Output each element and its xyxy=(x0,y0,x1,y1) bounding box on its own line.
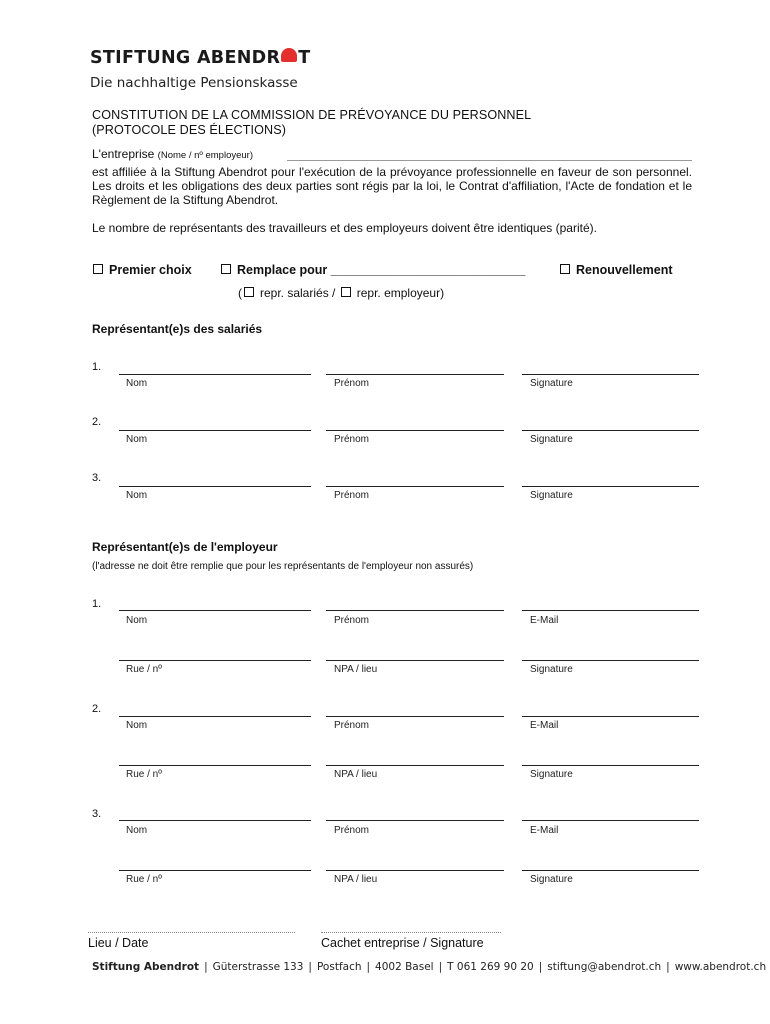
field-label: Rue / nº xyxy=(126,769,162,780)
field-label: Prénom xyxy=(334,490,370,501)
lieu-date-label: Lieu / Date xyxy=(88,936,149,950)
checkbox-icon[interactable] xyxy=(341,287,351,297)
field-label: Signature xyxy=(530,378,573,389)
field-label: Nom xyxy=(126,720,148,731)
field-label: Signature xyxy=(530,874,573,885)
field-label: Rue / nº xyxy=(126,874,162,885)
field-label: E-Mail xyxy=(530,720,559,731)
repr-salaries-label: repr. salariés / xyxy=(260,286,336,300)
field-label: Nom xyxy=(126,825,148,836)
document-title-line2: (PROTOCOLE DES ÉLECTIONS) xyxy=(92,123,287,137)
field-label: Nom xyxy=(126,490,148,501)
signature-line[interactable] xyxy=(522,765,699,766)
intro-paragraph: est affiliée à la Stiftung Abendrot pour l'exécution de la prévoyance professionnelle en faveur de son personnel. Les droits et les obligations des deux parties sont régis par la loi, le Contrat d'affiliation, l'Acte de fondation et le Règlement de la Stiftung Abendrot. xyxy=(92,165,692,207)
footer-email[interactable]: stiftung@abendrot.ch xyxy=(547,961,662,973)
row-number: 1. xyxy=(92,361,102,373)
cachet-label: Cachet entreprise / Signature xyxy=(321,936,484,950)
option-premier-choix[interactable]: Premier choix xyxy=(93,263,192,277)
option-remplace[interactable]: Remplace pour ____________________________ xyxy=(221,263,525,277)
nom-line[interactable] xyxy=(119,430,311,431)
logo-name-part1: STIFTUNG ABENDR xyxy=(90,48,281,68)
email-line[interactable] xyxy=(522,716,699,717)
nom-line[interactable] xyxy=(119,486,311,487)
npa-line[interactable] xyxy=(326,870,504,871)
nom-line[interactable] xyxy=(119,610,311,611)
row-number: 3. xyxy=(92,472,102,484)
prenom-line[interactable] xyxy=(326,610,504,611)
nom-line[interactable] xyxy=(119,374,311,375)
field-label: Nom xyxy=(126,378,148,389)
cachet-line[interactable] xyxy=(321,932,501,933)
checkbox-icon[interactable] xyxy=(221,264,231,274)
document-title-line1: CONSTITUTION DE LA COMMISSION DE PRÉVOYANCE DU PERSONNEL xyxy=(92,108,532,122)
rue-line[interactable] xyxy=(119,870,311,871)
employeur-note: (l'adresse ne doit être remplie que pour les représentants de l'employeur non assurés) xyxy=(92,561,474,572)
logo-red-dot-icon xyxy=(281,48,297,64)
salaries-heading: Représentant(e)s des salariés xyxy=(92,322,263,336)
entreprise-field[interactable] xyxy=(287,146,692,161)
npa-line[interactable] xyxy=(326,765,504,766)
signature-line[interactable] xyxy=(522,660,699,661)
footer-org: Stiftung Abendrot xyxy=(92,961,200,973)
row-number: 2. xyxy=(92,703,102,715)
logo-name-part2: T xyxy=(298,48,311,68)
employeur-heading: Représentant(e)s de l'employeur xyxy=(92,540,278,554)
prenom-line[interactable] xyxy=(326,716,504,717)
row-number: 2. xyxy=(92,416,102,428)
entreprise-label: L'entreprise xyxy=(92,147,155,161)
footer: Stiftung Abendrot | Güterstrasse 133 | Postfach | 4002 Basel | T 061 269 90 20 | stiftung@abendrot.ch | www.abendrot.ch xyxy=(92,961,767,973)
signature-line[interactable] xyxy=(522,430,699,431)
field-label: Nom xyxy=(126,434,148,445)
prenom-line[interactable] xyxy=(326,486,504,487)
checkbox-icon[interactable] xyxy=(93,264,103,274)
field-label: Prénom xyxy=(334,434,370,445)
footer-web[interactable]: www.abendrot.ch xyxy=(674,961,767,973)
npa-line[interactable] xyxy=(326,660,504,661)
repr-options: ( repr. salariés / repr. employeur) xyxy=(238,286,445,300)
email-line[interactable] xyxy=(522,820,699,821)
entreprise-hint: (Nome / nº employeur) xyxy=(157,150,254,161)
option-renouvellement[interactable]: Renouvellement xyxy=(560,263,673,277)
nom-line[interactable] xyxy=(119,820,311,821)
parity-paragraph: Le nombre de représentants des travailleurs et des employeurs doivent être identiques (parité). xyxy=(92,221,597,235)
footer-city: 4002 Basel xyxy=(375,961,434,973)
email-line[interactable] xyxy=(522,610,699,611)
field-label: Signature xyxy=(530,490,573,501)
field-label: Signature xyxy=(530,769,573,780)
field-label: Rue / nº xyxy=(126,664,162,675)
prenom-line[interactable] xyxy=(326,820,504,821)
field-label: NPA / lieu xyxy=(334,769,378,780)
field-label: Prénom xyxy=(334,615,370,626)
prenom-line[interactable] xyxy=(326,430,504,431)
field-label: Prénom xyxy=(334,720,370,731)
field-label: Signature xyxy=(530,434,573,445)
field-label: E-Mail xyxy=(530,615,559,626)
field-label: Prénom xyxy=(334,378,370,389)
footer-postbox: Postfach xyxy=(316,961,362,973)
field-label: Nom xyxy=(126,615,148,626)
field-label: Signature xyxy=(530,664,573,675)
checkbox-icon[interactable] xyxy=(244,287,254,297)
field-label: Prénom xyxy=(334,825,370,836)
field-label: NPA / lieu xyxy=(334,664,378,675)
logo-tagline: Die nachhaltige Pensionskasse xyxy=(90,75,298,91)
rue-line[interactable] xyxy=(119,660,311,661)
row-number: 3. xyxy=(92,808,102,820)
prenom-line[interactable] xyxy=(326,374,504,375)
entreprise-label-group xyxy=(92,147,253,161)
field-label: E-Mail xyxy=(530,825,559,836)
signature-line[interactable] xyxy=(522,486,699,487)
signature-line[interactable] xyxy=(522,374,699,375)
signature-line[interactable] xyxy=(522,870,699,871)
repr-employeur-label: repr. employeur) xyxy=(356,286,445,300)
nom-line[interactable] xyxy=(119,716,311,717)
field-label: NPA / lieu xyxy=(334,874,378,885)
footer-phone: T 061 269 90 20 xyxy=(447,961,534,973)
footer-street: Güterstrasse 133 xyxy=(212,961,304,973)
checkbox-icon[interactable] xyxy=(560,264,570,274)
rue-line[interactable] xyxy=(119,765,311,766)
logo-wordmark xyxy=(90,48,311,68)
lieu-date-line[interactable] xyxy=(88,932,295,933)
row-number: 1. xyxy=(92,598,102,610)
